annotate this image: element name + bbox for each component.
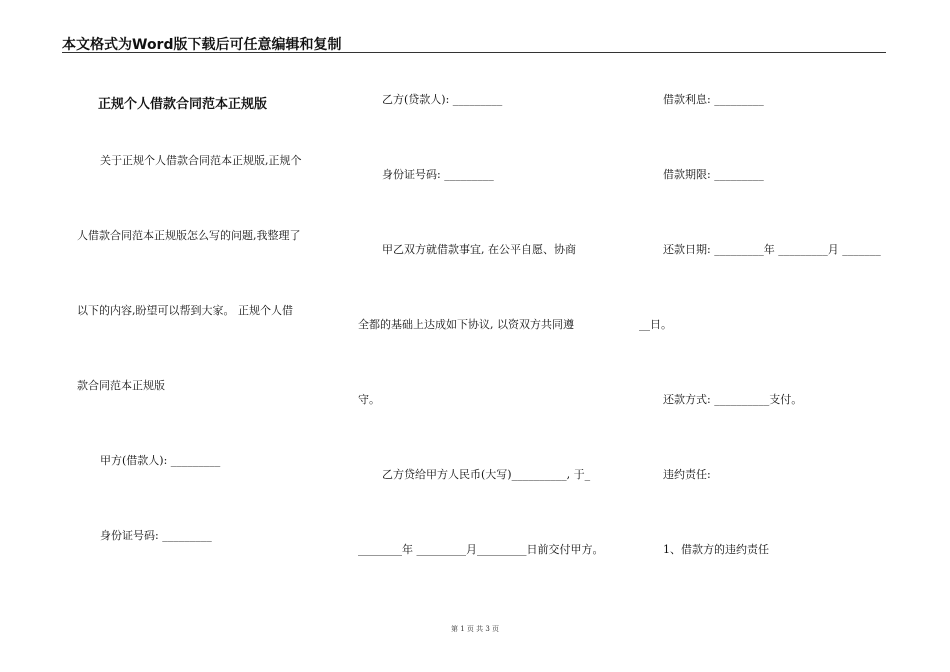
- paragraph-line: 守。: [358, 393, 380, 406]
- header-text: 本文格式为Word版下载后可任意编辑和复制: [62, 37, 342, 53]
- interest-line: 借款利息: _________: [663, 93, 764, 106]
- loan-amount-line: 乙方贷给甲方人民币(大写)__________, 于_: [382, 468, 591, 481]
- lender-line: 乙方(贷款人): _________: [382, 93, 503, 106]
- borrower-id-line: 身份证号码: _________: [100, 529, 212, 542]
- paragraph-line: 全都的基础上达成如下协议, 以资双方共同遵: [358, 318, 574, 331]
- lender-id-line: 身份证号码: _________: [382, 168, 494, 181]
- delivery-date-line: ________年 _________月_________日前交付甲方。: [358, 543, 604, 556]
- paragraph-line: 以下的内容,盼望可以帮到大家。 正规个人借: [77, 304, 293, 317]
- repayment-date-line: 还款日期: _________年 _________月 _______: [663, 243, 881, 256]
- borrower-liability-line: 1、借款方的违约责任: [663, 543, 769, 556]
- paragraph-line: 甲乙双方就借款事宜, 在公平自愿、协商: [382, 243, 576, 256]
- borrower-line: 甲方(借款人): _________: [100, 454, 221, 467]
- paragraph-line: 关于正规个人借款合同范本正规版,正规个: [100, 154, 302, 167]
- paragraph-line: 款合同范本正规版: [77, 379, 165, 392]
- repayment-method-line: 还款方式: __________支付。: [663, 393, 803, 406]
- page-number: 第 1 页 共 3 页: [450, 625, 500, 633]
- term-line: 借款期限: _________: [663, 168, 764, 181]
- document-title: 正规个人借款合同范本正规版: [98, 97, 268, 112]
- liability-heading: 违约责任:: [663, 468, 711, 481]
- repayment-date-cont: __日。: [639, 318, 672, 331]
- paragraph-line: 人借款合同范本正规版怎么写的问题,我整理了: [77, 229, 301, 242]
- header-rule: [62, 52, 886, 53]
